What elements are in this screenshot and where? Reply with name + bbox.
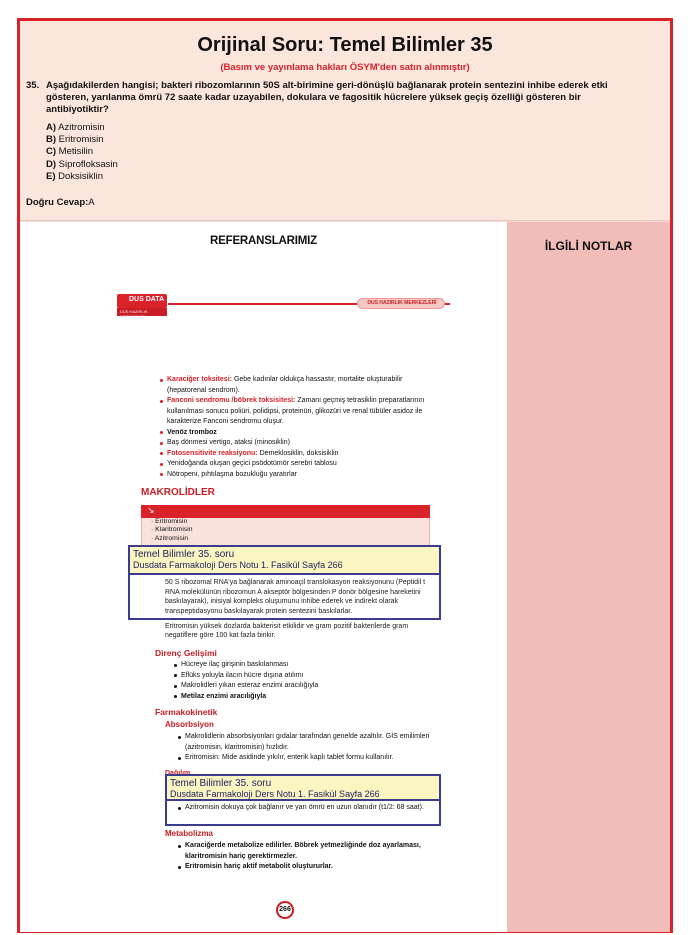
- list-item: Azitromisin dokuya çok bağlanır ve yarı ömrü en uzun olanıdır (t1/2: 68 saat).: [178, 803, 434, 812]
- option-e: E) Doksisiklin: [46, 170, 104, 182]
- list-item: · Eritromisin: [151, 518, 188, 525]
- metabolizma-heading: Metabolizma: [165, 829, 214, 838]
- correct-answer: Doğru Cevap:A: [26, 197, 95, 208]
- option-a: A) Azitromisin: [46, 122, 105, 133]
- notes-panel: [507, 222, 670, 932]
- option-c: C) Metisilin: [46, 146, 93, 158]
- makrolid-bar: [141, 505, 430, 518]
- dus-banner: DUS HAZIRLIK MERKEZLERİ: [357, 298, 445, 309]
- list-item: Nötropeni, pıhtılaşma bozukluğu yaratırlar: [160, 470, 432, 481]
- question-frame: [17, 18, 673, 933]
- list-item: Yenidoğanda oluşan geçici psödotümör serebri tablosu: [160, 459, 432, 470]
- dagilim-list: [178, 803, 434, 812]
- absorbsiyon-list: [178, 732, 434, 764]
- list-item: Fotosensitivite reaksiyonu: Demeklosiklin, doksisiklin: [160, 449, 432, 460]
- dusdata-logo: DUS DATA DUS HAZIRLIK MERKEZLERİ: [117, 294, 167, 316]
- list-item: Makrolidlerin absorbsiyonları gıdalar tarafından genelde azaltılır. GİS emilimleri (azitromisin, klaritromisin) hızlıdır.: [178, 732, 434, 753]
- page-number: 266: [276, 901, 294, 919]
- list-item: Eritromisin hariç aktif metabolit oluştururlar.: [178, 862, 434, 873]
- farmakokinetik-heading: Farmakokinetik: [155, 707, 218, 717]
- highlight-box: Temel Bilimler 35. soru Dusdata Farmakoloji Ders Notu 1. Fasikül Sayfa 266: [165, 774, 441, 801]
- metabolizma-list: [178, 841, 434, 873]
- list-item: Baş dönmesi vertigo, ataksi (minosiklin): [160, 438, 432, 449]
- option-b: B) Eritromisin: [46, 134, 104, 146]
- list-item: · Klaritromisin: [151, 526, 193, 534]
- list-item: Metilaz enzimi aracılığıyla: [174, 692, 424, 703]
- notes-title: İLGİLİ NOTLAR: [544, 239, 633, 253]
- list-item: Eflüks yoluyla ilacın hücre dışına atılımı: [174, 671, 424, 682]
- direnc-heading: Direnç Gelişimi: [155, 648, 217, 658]
- options-list: [46, 122, 118, 183]
- list-item: Karaciğer toksitesi: Gebe kadınlar oldukça hassastır, mortalite oluşturabilir (hepatorenal sendrom).: [160, 375, 432, 396]
- direnc-list: [174, 660, 424, 702]
- makrolid-heading: MAKROLİDLER: [141, 487, 215, 498]
- mechanism-paragraph: 50 S ribozomal RNA'ya bağlanarak aminoaçil translokasyon reaksiyonunu (Peptidil t RNA molekülünün ribozomun A akseptör bölgesinden P donör bölgesine hareketini baskılayarak), inisiyal kompleks oluşumunu inhibe ederek ve indirekt olarak transpeptidasyonu baskılayarak protein sentezini baskılarlar.: [165, 579, 426, 615]
- list-item: · Azitromisin: [151, 534, 189, 542]
- list-item: Fanconi sendromu /böbrek toksisitesi: Zamanı geçmiş tetrasiklin preparatlarının kullanılması sonucu poliüri, polidipsi, proteinüri, glikozüri ve renal tübüler asidoz ile karakterize Fanconi sendromu oluşur.: [160, 396, 432, 428]
- list-item: Venöz tromboz: [160, 428, 432, 439]
- makrolid-box: [141, 518, 430, 548]
- question-text: Aşağıdakilerden hangisi; bakteri ribozomlarının 50S alt-birimine geri-dönüşlü bağlanarak protein sentezini inhibe ederek etki gösteren, yarılanma ömrü 72 saate kadar uzayabilen, dokulara ve fagositik hücrelere yüksek geçiş özelliği gösteren bir antibiyotiktir?: [46, 80, 608, 115]
- arrow-icon: ↘: [147, 505, 155, 515]
- eritromisin-paragraph: Eritromisin yüksek dozlarda bakterisit etkilidir ve gram pozitif bakterilerde gram negatiflere göre 100 kat fazla birikir.: [165, 623, 409, 639]
- page-title: Orijinal Soru: Temel Bilimler 35: [197, 34, 493, 56]
- absorbsiyon-heading: Absorbsiyon: [165, 720, 214, 729]
- question-number: 35.: [26, 80, 40, 91]
- option-d: D) Siprofloksasin: [46, 158, 118, 170]
- list-item: Hücreye ilaç girişinin baskılanması: [174, 660, 424, 671]
- list-item: Makrolidleri yıkan esteraz enzimi aracılığıyla: [174, 681, 424, 692]
- references-title: REFERANSLARIMIZ: [210, 235, 317, 247]
- list-item: Eritromisin: Mide asidinde yıkılır, enterik kaplı tablet formu kullanılır.: [178, 753, 434, 764]
- toxicity-list: [160, 375, 432, 480]
- references-panel: [20, 222, 507, 932]
- list-item: Karaciğerde metabolize edilirler. Böbrek yetmezliğinde doz ayarlaması, klaritromisin hariç gerektirmezler.: [178, 841, 434, 862]
- question-section: [20, 21, 670, 221]
- copyright-notice: (Basım ve yayınlama hakları ÖSYM'den satın alınmıştır): [220, 62, 470, 73]
- highlight-box: Temel Bilimler 35. soru Dusdata Farmakoloji Ders Notu 1. Fasikül Sayfa 266: [128, 545, 441, 575]
